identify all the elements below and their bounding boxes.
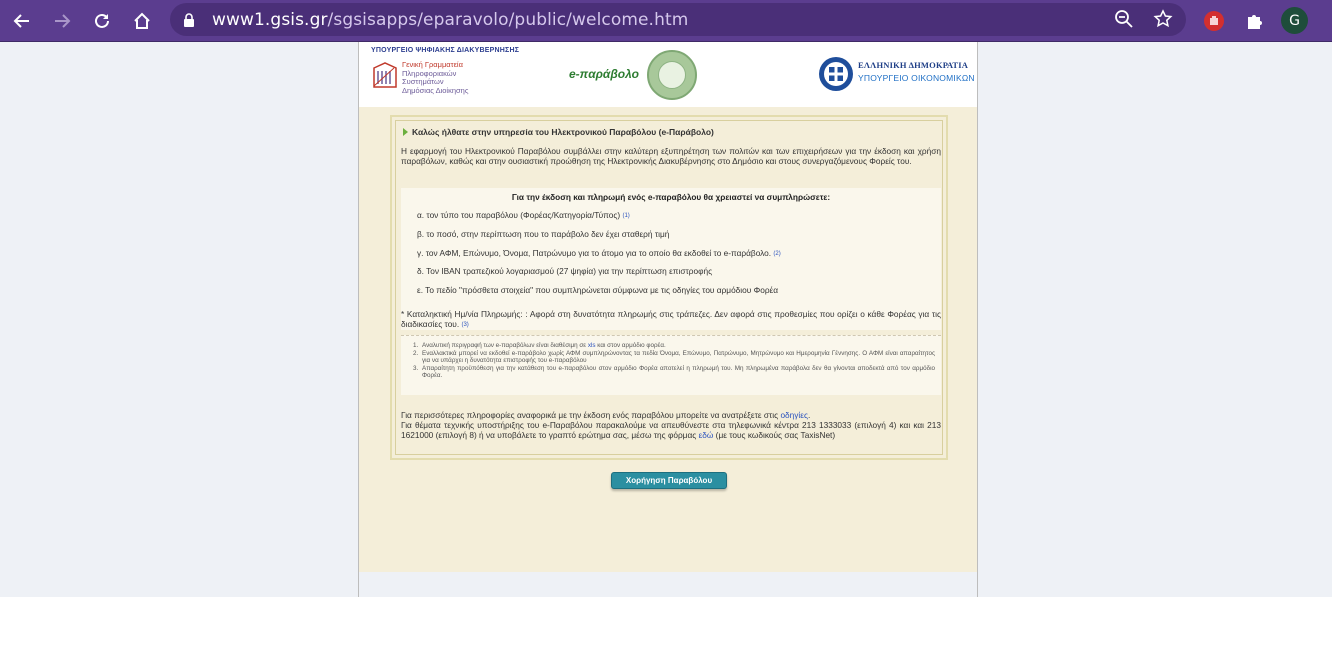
footnote-ref[interactable]: (1): [622, 213, 630, 219]
eparavolo-logo-text: e-παράβολο: [569, 67, 639, 81]
welcome-text: Καλώς ήλθατε στην υπηρεσία του Ηλεκτρονικού Παραβόλου (e-Παράβολο): [412, 127, 714, 137]
more-info-paragraph: [401, 410, 941, 440]
zoom-icon[interactable]: [1114, 9, 1134, 34]
footnote-ref[interactable]: (3): [461, 322, 469, 328]
back-arrow-icon[interactable]: [8, 7, 36, 35]
requirement-text: α. τον τύπο του παραβόλου (Φορέας/Κατηγορία/Τύπος): [417, 210, 621, 220]
address-bar[interactable]: [170, 3, 1186, 36]
support-text: Για θέματα τεχνικής υποστήριξης του e-Παραβόλου παρακαλούμε να απευθύνεστε στα τηλεφωνικά κέντρα 213 1333033 (επιλογή 4) και και 213 1621000 (επιλογή 8) ή να υποβάλετε το γραπτό ερώτημα σας, μέσω της φόρμας: [401, 420, 941, 440]
page-bottom-strip: [0, 597, 1332, 657]
footnote-pre: Αναλυτική περιγραφή των e-παραβόλων είναι διαθέσιμη σε: [422, 342, 588, 349]
forward-arrow-icon[interactable]: [48, 7, 76, 35]
info-panel: [390, 115, 948, 460]
greek-emblem-icon: [819, 57, 853, 91]
bookmark-star-icon[interactable]: [1153, 9, 1173, 34]
requirement-text: γ. τον ΑΦΜ, Επώνυμο, Όνομα, Πατρώνυμο για το άτομο για το οποίο θα εκδοθεί το e-παράβολο.: [417, 248, 772, 258]
reload-icon[interactable]: [88, 7, 116, 35]
hellenic-republic-title: ΕΛΛΗΝΙΚΗ ΔΗΜΟΚΡΑΤΙΑ: [858, 60, 969, 70]
footnote-item: [413, 350, 935, 365]
footnote-post: και στον αρμόδιο φορέα.: [595, 342, 666, 349]
footnote-ref[interactable]: (2): [773, 251, 781, 257]
url-path: /sgsisapps/eparavolo/public/welcome.htm: [327, 10, 689, 30]
footnote-text: [422, 342, 666, 350]
footnote-item: [413, 365, 935, 380]
eparavolo-seal-icon: [647, 50, 697, 100]
extensions-puzzle-icon[interactable]: [1240, 7, 1268, 35]
gsis-line-4: Δημόσιας Διοίκησης: [402, 85, 469, 95]
requirement-item: [417, 248, 781, 258]
grant-paravolo-button[interactable]: Χορήγηση Παραβόλου: [611, 472, 727, 489]
footnotes-list: [413, 342, 935, 380]
footnote-number: 1.: [413, 342, 419, 349]
info-panel-inner: [395, 120, 943, 455]
lock-icon[interactable]: [182, 12, 196, 33]
gsis-line-1: Γενική Γραμματεία: [402, 60, 463, 69]
footnote-number: 3.: [413, 364, 419, 372]
welcome-heading: [403, 127, 714, 137]
eparavolo-seal-center: [658, 61, 686, 89]
gsis-line-3: Συστημάτων: [402, 77, 444, 86]
footnote-number: 2.: [413, 349, 419, 357]
site-container: [358, 42, 978, 597]
more-info-text: Για περισσότερες πληροφορίες αναφορικά με την έκδοση ενός παραβόλου μπορείτε να ανατρέξετε στις: [401, 410, 781, 420]
footnote-text: Εναλλακτικά μπορεί να εκδοθεί e-παράβολο χωρίς ΑΦΜ συμπληρώνοντας τα πεδία Όνομα, Επώνυμο, Πατρώνυμο, Μητρώνυμο και Ημερομηνία Γέννησης. Ο ΑΦΜ είναι απαραίτητος για να υπάρχει η δυνατότητα επιστροφής του e-παραβόλου: [422, 349, 935, 365]
profile-avatar[interactable]: G: [1281, 7, 1308, 34]
requirement-text: β. το ποσό, στην περίπτωση που το παράβολο δεν έχει σταθερή τιμή: [417, 229, 670, 239]
site-bottom-band: [359, 572, 977, 597]
requirement-text: ε. Το πεδίο "πρόσθετα στοιχεία" που συμπληρώνεται σύμφωνα με τις οδηγίες του αρμόδιου Φορέα: [417, 285, 779, 295]
browser-toolbar: [0, 0, 1332, 42]
ministry-digital-label: ΥΠΟΥΡΓΕΙΟ ΨΗΦΙΑΚΗΣ ΔΙΑΚΥΒΕΡΝΗΣΗΣ: [371, 47, 520, 54]
requirement-item: [417, 210, 630, 220]
gsis-name: [402, 61, 468, 95]
deadline-note: [401, 309, 941, 330]
gsis-logo-icon: [371, 60, 399, 90]
requirement-item: [417, 285, 778, 295]
gsis-line-2: Πληροφοριακών: [402, 68, 457, 78]
ministry-finance-subtitle: ΥΠΟΥΡΓΕΙΟ ΟΙΚΟΝΟΜΙΚΩΝ: [858, 73, 975, 83]
url-text[interactable]: [212, 10, 688, 30]
bullet-triangle-icon: [403, 128, 408, 136]
footnote-item: [413, 342, 935, 350]
more-info-end: .: [807, 410, 811, 420]
xls-link[interactable]: xls: [587, 342, 596, 349]
home-icon[interactable]: [128, 7, 156, 35]
requirement-item: [417, 229, 669, 239]
requirements-title: Για την έκδοση και πληρωμή ενός e-παραβόλου θα χρειαστεί να συμπληρώσετε:: [511, 192, 831, 202]
footnote-text: Απαραίτητη προϋπόθεση για την κατάθεση του e-παραβόλου στον αρμόδιο Φορέα αποτελεί η πληρωμή του. Μη πληρωμένα παράβολα δεν θα γίνονται αποδεκτά από τον αρμόδιο Φορέα.: [422, 364, 935, 380]
deadline-text: * Καταληκτική Ημ/νία Πληρωμής: : Αφορά στη δυνατότητα πληρωμής στις τράπεζες. Δεν αφορά στις προθεσμίες που ορίζει ο κάθε Φορέας για τις διαδικασίες του.: [401, 309, 941, 329]
url-domain: www1.gsis.gr: [212, 10, 328, 30]
intro-paragraph: Η εφαρμογή του Ηλεκτρονικού Παραβόλου συμβάλλει στην καλύτερη εξυπηρέτηση των πολιτών και των επιχειρήσεων για την έκδοση και χρήση παραβόλων, καθώς και στην ουσιαστική προώθηση της Ηλεκτρονικής Διακυβέρνησης στο Δημόσιο και στους συνεργαζόμενους Φορείς του.: [401, 146, 941, 166]
support-end: (με τους κωδικούς σας TaxisNet): [713, 430, 836, 440]
requirement-text: δ. Τον IBAN τραπεζικού λογαριασμού (27 ψηφία) για την περίπτωση επιστροφής: [417, 266, 713, 276]
support-form-link[interactable]: εδώ: [698, 430, 714, 440]
requirement-item: [417, 266, 712, 276]
footnotes-box: [401, 335, 941, 395]
stop-hand-extension-icon[interactable]: [1200, 7, 1228, 35]
instructions-link[interactable]: οδηγίες: [780, 410, 808, 420]
site-header: [359, 42, 977, 107]
